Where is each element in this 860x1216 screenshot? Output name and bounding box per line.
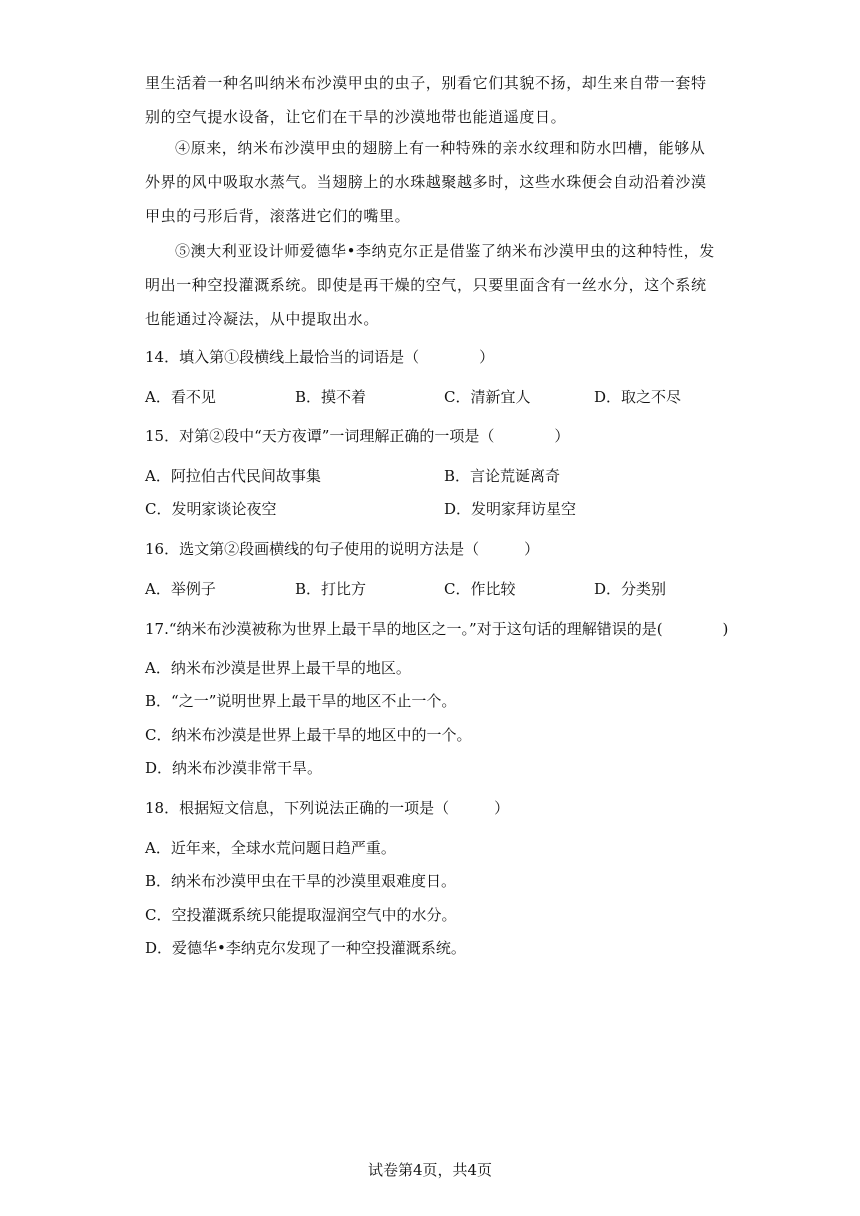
- question-14-option-c: C．清新宜人: [444, 388, 531, 406]
- question-15-option-b: B．言论荒诞离奇: [444, 467, 561, 485]
- question-18-stem: 18．根据短文信息，下列说法正确的一项是（ ）: [145, 799, 510, 817]
- question-16-option-d: D．分类别: [594, 580, 667, 598]
- question-14-stem: 14．填入第①段横线上最恰当的词语是（ ）: [145, 348, 495, 366]
- question-17-option-b: B．“之一”说明世界上最干旱的地区不止一个。: [145, 692, 457, 710]
- question-17-stem: 17.“纳米布沙漠被称为世界上最干旱的地区之一。”对于这句话的理解错误的是( ): [145, 620, 729, 638]
- passage-paragraph-4: ④原来，纳米布沙漠甲虫的翅膀上有一种特殊的亲水纹理和防水凹槽，能够从外界的风中吸取水蒸气。当翅膀上的水珠越聚越多时，这些水珠便会自动沿着沙漠甲虫的弓形后背，滚落进它们的嘴里。: [145, 139, 707, 225]
- question-14-option-a: A．看不见: [145, 388, 216, 406]
- question-18-option-d: D．爱德华•李纳克尔发现了一种空投灌溉系统。: [145, 939, 466, 957]
- question-18-option-b: B．纳米布沙漠甲虫在干旱的沙漠里艰难度日。: [145, 872, 457, 890]
- question-16-stem: 16．选文第②段画横线的句子使用的说明方法是（ ）: [145, 540, 540, 558]
- question-17-option-a: A．纳米布沙漠是世界上最干旱的地区。: [145, 659, 411, 677]
- question-15-stem: 15．对第②段中“天方夜谭”一词理解正确的一项是（ ）: [145, 427, 570, 445]
- question-16-option-b: B．打比方: [295, 580, 367, 598]
- question-17-option-d: D．纳米布沙漠非常干旱。: [145, 759, 323, 777]
- question-17-option-c: C．纳米布沙漠是世界上最干旱的地区中的一个。: [145, 726, 472, 744]
- page-footer: 试卷第4页，共4页: [367, 1161, 493, 1179]
- question-14-option-d: D．取之不尽: [594, 388, 682, 406]
- question-16-option-c: C．作比较: [444, 580, 516, 598]
- question-15-option-a: A．阿拉伯古代民间故事集: [145, 467, 321, 485]
- question-18-option-a: A．近年来，全球水荒问题日趋严重。: [145, 839, 396, 857]
- question-18-option-c: C．空投灌溉系统只能提取湿润空气中的水分。: [145, 906, 457, 924]
- question-16-option-a: A．举例子: [145, 580, 216, 598]
- question-14-option-b: B．摸不着: [295, 388, 367, 406]
- passage-paragraph-5: ⑤澳大利亚设计师爱德华•李纳克尔正是借鉴了纳米布沙漠甲虫的这种特性，发明出一种空投灌溉系统。即使是再干燥的空气，只要里面含有一丝水分，这个系统也能通过冷凝法，从中提取出水。: [145, 242, 715, 328]
- question-15-option-c: C．发明家谈论夜空: [145, 500, 277, 518]
- question-15-option-d: D．发明家拜访星空: [444, 500, 577, 518]
- passage-paragraph-intro: 里生活着一种名叫纳米布沙漠甲虫的虫子，别看它们其貌不扬，却生来自带一套特别的空气提水设备，让它们在干旱的沙漠地带也能逍遥度日。: [145, 74, 707, 126]
